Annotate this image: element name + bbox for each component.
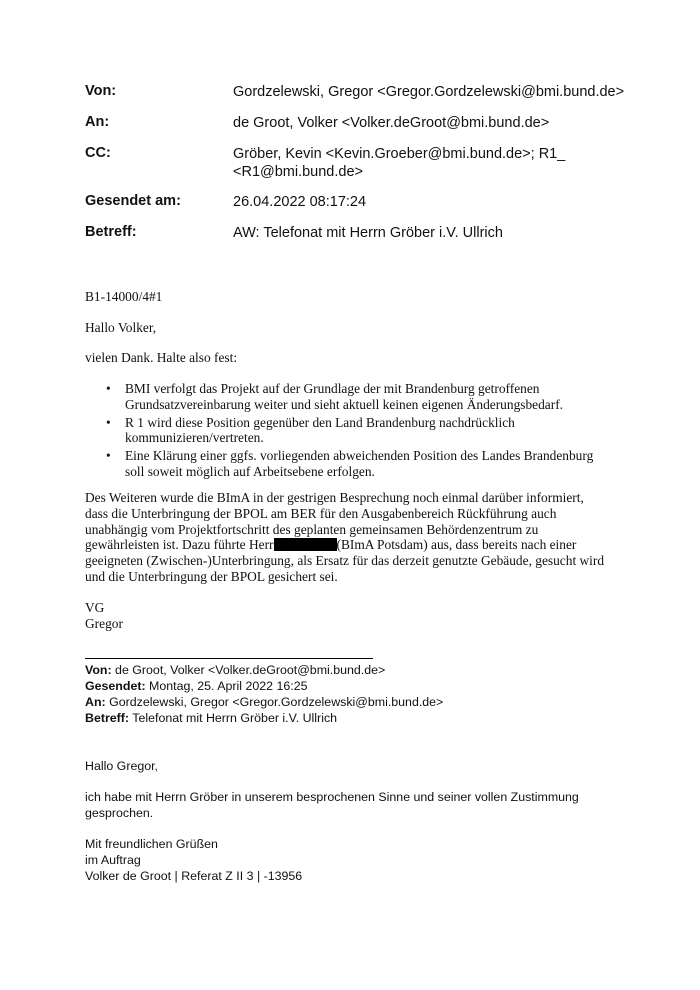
fwd-to-row bbox=[85, 694, 443, 710]
paragraph-line: geeigneten (Zwischen-)Unterbringung, als Ersatz für das derzeit genutzte Gebäude, gesucht wird bbox=[85, 553, 605, 569]
paragraph-line: Des Weiteren wurde die BImA in der gestrigen Besprechung noch einmal darüber informiert, bbox=[85, 490, 584, 505]
list-item bbox=[85, 448, 615, 480]
bullet-icon: • bbox=[106, 414, 111, 430]
fwd-subject-label: Betreff: bbox=[85, 711, 130, 725]
bullet-text: BMI verfolgt das Projekt auf der Grundlage der mit Brandenburg getroffenen bbox=[125, 381, 540, 396]
paragraph bbox=[85, 490, 625, 585]
subject-label: Betreff: bbox=[85, 224, 137, 240]
text-fragment: gewährleisten ist. Dazu führte Herr bbox=[85, 537, 274, 553]
bullet-icon: • bbox=[106, 381, 111, 396]
fwd-to-label: An: bbox=[85, 695, 106, 709]
fwd-subject-value: Telefonat mit Herrn Gröber i.V. Ullrich bbox=[129, 711, 338, 725]
text-fragment: (BImA Potsdam) aus, dass bereits nach einer bbox=[336, 537, 577, 553]
greeting: Hallo Volker, bbox=[85, 320, 157, 335]
intro-text: vielen Dank. Halte also fest: bbox=[85, 350, 238, 365]
from-label: Von: bbox=[85, 83, 117, 99]
fwd-from-label: Von: bbox=[85, 663, 112, 677]
fwd-signature bbox=[85, 836, 605, 885]
bullet-list bbox=[85, 381, 615, 482]
bullet-text: kommunizieren/vertreten. bbox=[125, 430, 264, 446]
fwd-greeting: Hallo Gregor, bbox=[85, 759, 159, 773]
fwd-text-line: gesprochen. bbox=[85, 806, 154, 821]
paragraph-line bbox=[85, 537, 625, 553]
paragraph-line: und die Unterbringung der BPOL gesichert sei. bbox=[85, 568, 338, 584]
reference-number: B1-14000/4#1 bbox=[85, 289, 163, 304]
subject-value: AW: Telefonat mit Herrn Gröber i.V. Ullrich bbox=[233, 225, 503, 241]
paragraph-line: dass die Unterbringung der BPOL am BER für den Ausgabenbereich Rückführung auch bbox=[85, 505, 557, 521]
bullet-text: Grundsatzvereinbarung weiter und sieht aktuell keinen eigenen Änderungsbedarf. bbox=[125, 396, 564, 412]
closing-vg: VG bbox=[85, 600, 105, 615]
fwd-sent-value: Montag, 25. April 2022 16:25 bbox=[145, 679, 308, 693]
cc-value-line2: <R1@bmi.bund.de> bbox=[233, 164, 363, 180]
list-item bbox=[85, 381, 615, 413]
separator-line bbox=[85, 658, 373, 659]
paragraph-line: unabhängig vom Projektfortschritt des geplanten gemeinsamen Behördenzentrum zu bbox=[85, 521, 539, 537]
fwd-text-line: ich habe mit Herrn Gröber in unserem besprochenen Sinne und seiner vollen Zustimmung bbox=[85, 790, 579, 804]
from-value: Gordzelewski, Gregor <Gregor.Gordzelewski@bmi.bund.de> bbox=[233, 84, 625, 100]
fwd-from-row bbox=[85, 662, 385, 678]
cc-value-line1: Gröber, Kevin <Kevin.Groeber@bmi.bund.de>; R1_ bbox=[233, 146, 566, 162]
fwd-sent-label: Gesendet: bbox=[85, 679, 146, 693]
fwd-to-value: Gordzelewski, Gregor <Gregor.Gordzelewski@bmi.bund.de> bbox=[105, 695, 444, 709]
fwd-text bbox=[85, 789, 605, 821]
bullet-icon: • bbox=[106, 448, 111, 464]
bullet-text: Eine Klärung einer ggfs. vorliegenden abweichenden Position des Landes Brandenburg bbox=[125, 448, 594, 464]
bullet-text: soll soweit möglich auf Arbeitsebene erfolgen. bbox=[125, 463, 375, 479]
sent-label: Gesendet am: bbox=[85, 193, 181, 209]
sent-value: 26.04.2022 08:17:24 bbox=[233, 194, 367, 210]
redaction-bar bbox=[274, 538, 337, 551]
cc-label: CC: bbox=[85, 145, 111, 161]
fwd-sent-row bbox=[85, 678, 307, 694]
fwd-from-value: de Groot, Volker <Volker.deGroot@bmi.bund.de> bbox=[111, 663, 386, 677]
bullet-text: R 1 wird diese Position gegenüber den Land Brandenburg nachdrücklich bbox=[125, 414, 515, 430]
list-item bbox=[85, 415, 615, 447]
to-value: de Groot, Volker <Volker.deGroot@bmi.bund.de> bbox=[233, 115, 550, 131]
to-label: An: bbox=[85, 114, 110, 130]
fwd-subject-row bbox=[85, 710, 337, 726]
signature-line: im Auftrag bbox=[85, 853, 141, 868]
signature-line: Mit freundlichen Grüßen bbox=[85, 837, 218, 851]
closing-name: Gregor bbox=[85, 616, 123, 631]
signature-line: Volker de Groot | Referat Z II 3 | -13956 bbox=[85, 869, 303, 884]
